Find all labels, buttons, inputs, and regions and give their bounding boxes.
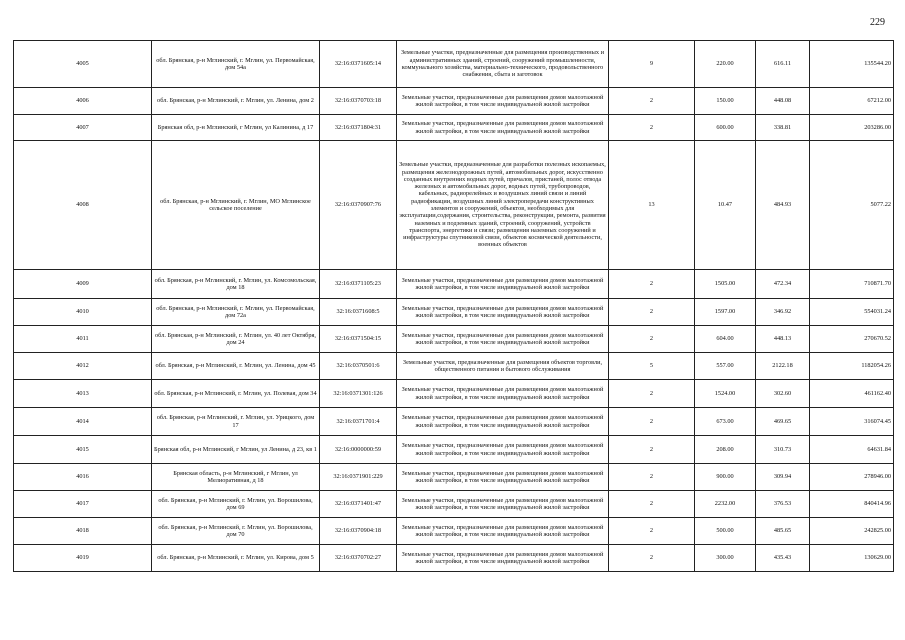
row-cadastral-number: 32:16:0371605:14 bbox=[320, 41, 397, 88]
table-row bbox=[14, 353, 894, 380]
row-cadastral-number: 32:16:0371301:126 bbox=[320, 380, 397, 408]
row-group-code: 2 bbox=[609, 464, 695, 491]
table-row bbox=[14, 380, 894, 408]
row-area: 150.00 bbox=[695, 88, 756, 115]
row-cadastral-number: 32:16:0371901:229 bbox=[320, 464, 397, 491]
row-number: 4014 bbox=[14, 408, 152, 436]
row-cadastral-value: 130629.00 bbox=[810, 545, 894, 572]
row-group-code: 2 bbox=[609, 545, 695, 572]
row-unit-value: 448.08 bbox=[756, 88, 810, 115]
row-land-use: Земельные участки, предназначенные для размещения домов малоэтажной жилой застройки, в том числе индивидуальной жилой застройки bbox=[397, 270, 609, 299]
row-number: 4009 bbox=[14, 270, 152, 299]
table-row bbox=[14, 299, 894, 326]
row-unit-value: 376.53 bbox=[756, 491, 810, 518]
table-row bbox=[14, 545, 894, 572]
row-address: обл. Брянская, р-н Мглинский, г. Мглин, ул. Полевая, дом 34 bbox=[152, 380, 320, 408]
row-area: 220.00 bbox=[695, 41, 756, 88]
row-area: 900.00 bbox=[695, 464, 756, 491]
row-cadastral-number: 32:16:0371504:15 bbox=[320, 326, 397, 353]
row-land-use: Земельные участки, предназначенные для размещения домов малоэтажной жилой застройки, в том числе индивидуальной жилой застройки bbox=[397, 88, 609, 115]
row-unit-value: 2122.18 bbox=[756, 353, 810, 380]
row-cadastral-value: 461162.40 bbox=[810, 380, 894, 408]
row-number: 4008 bbox=[14, 141, 152, 270]
row-cadastral-number: 32:16:0371804:31 bbox=[320, 115, 397, 141]
row-group-code: 9 bbox=[609, 41, 695, 88]
row-cadastral-number: 32:16:0370904:18 bbox=[320, 518, 397, 545]
row-cadastral-number: 32:16:0370703:18 bbox=[320, 88, 397, 115]
row-address: обл. Брянская, р-н Мглинский, г. Мглин, ул. Кирова, дом 5 bbox=[152, 545, 320, 572]
row-group-code: 2 bbox=[609, 299, 695, 326]
row-unit-value: 469.65 bbox=[756, 408, 810, 436]
row-area: 1524.00 bbox=[695, 380, 756, 408]
row-unit-value: 485.65 bbox=[756, 518, 810, 545]
row-area: 10.47 bbox=[695, 141, 756, 270]
row-cadastral-value: 270670.52 bbox=[810, 326, 894, 353]
row-address: обл. Брянская, р-н Мглинский, г. Мглин, МО Мглинское сельское поселение bbox=[152, 141, 320, 270]
row-unit-value: 435.43 bbox=[756, 545, 810, 572]
row-address: обл. Брянская, р-н Мглинский, г. Мглин, ул. Урицкого, дом 17 bbox=[152, 408, 320, 436]
row-address: обл. Брянская, р-н Мглинский, г. Мглин, ул. Комсомольская, дом 18 bbox=[152, 270, 320, 299]
row-land-use: Земельные участки, предназначенные для размещения домов малоэтажной жилой застройки, в том числе индивидуальной жилой застройки bbox=[397, 115, 609, 141]
row-land-use: Земельные участки, предназначенные для размещения домов малоэтажной жилой застройки, в том числе индивидуальной жилой застройки bbox=[397, 518, 609, 545]
row-number: 4015 bbox=[14, 436, 152, 464]
row-address: обл. Брянская, р-н Мглинский, г. Мглин, ул. Ленина, дом 45 bbox=[152, 353, 320, 380]
row-land-use: Земельные участки, предназначенные для размещения домов малоэтажной жилой застройки, в том числе индивидуальной жилой застройки bbox=[397, 491, 609, 518]
row-number: 4007 bbox=[14, 115, 152, 141]
row-area: 1505.00 bbox=[695, 270, 756, 299]
row-area: 1597.00 bbox=[695, 299, 756, 326]
row-unit-value: 448.13 bbox=[756, 326, 810, 353]
row-land-use: Земельные участки, предназначенные для размещения домов малоэтажной жилой застройки, в том числе индивидуальной жилой застройки bbox=[397, 436, 609, 464]
row-group-code: 2 bbox=[609, 408, 695, 436]
row-cadastral-value: 710871.70 bbox=[810, 270, 894, 299]
table-row bbox=[14, 464, 894, 491]
row-land-use: Земельные участки, предназначенные для размещения домов малоэтажной жилой застройки, в том числе индивидуальной жилой застройки bbox=[397, 326, 609, 353]
row-number: 4012 bbox=[14, 353, 152, 380]
row-cadastral-value: 840414.96 bbox=[810, 491, 894, 518]
row-address: обл. Брянская, р-н Мглинский, г. Мглин, ул. Первомайская, дом 54а bbox=[152, 41, 320, 88]
table-row bbox=[14, 41, 894, 88]
row-cadastral-value: 554031.24 bbox=[810, 299, 894, 326]
row-cadastral-value: 5077.22 bbox=[810, 141, 894, 270]
row-area: 300.00 bbox=[695, 545, 756, 572]
row-group-code: 2 bbox=[609, 518, 695, 545]
row-number: 4016 bbox=[14, 464, 152, 491]
row-address: Брянская область, р-н Мглинский, г Мглин, ул Мелиоративная, д 18 bbox=[152, 464, 320, 491]
row-address: Брянская обл, р-н Мглинский, г Мглин, ул Калинина, д 17 bbox=[152, 115, 320, 141]
row-cadastral-value: 316074.45 bbox=[810, 408, 894, 436]
row-address: Брянская обл, р-н Мглинский, г Мглин, ул Ленина, д 23, кв 1 bbox=[152, 436, 320, 464]
cadastral-valuation-table bbox=[13, 40, 894, 572]
table-row bbox=[14, 518, 894, 545]
row-land-use: Земельные участки, предназначенные для размещения домов малоэтажной жилой застройки, в том числе индивидуальной жилой застройки bbox=[397, 380, 609, 408]
row-area: 208.00 bbox=[695, 436, 756, 464]
row-address: обл. Брянская, р-н Мглинский, г. Мглин, ул. Ворошилова, дом 70 bbox=[152, 518, 320, 545]
row-address: обл. Брянская, р-н Мглинский, г. Мглин, ул. Ворошилова, дом 69 bbox=[152, 491, 320, 518]
table-row bbox=[14, 326, 894, 353]
row-number: 4010 bbox=[14, 299, 152, 326]
row-land-use: Земельные участки, предназначенные для размещения производственных и административных зданий, строений, сооружений промышленности, коммунального хозяйства, материально-технического, продовольственного снабжения, сбыта и заготовок bbox=[397, 41, 609, 88]
row-cadastral-number: 32:16:0371608:5 bbox=[320, 299, 397, 326]
row-number: 4019 bbox=[14, 545, 152, 572]
row-number: 4013 bbox=[14, 380, 152, 408]
row-area: 557.00 bbox=[695, 353, 756, 380]
row-address: обл. Брянская, р-н Мглинский, г. Мглин, ул. Ленина, дом 2 bbox=[152, 88, 320, 115]
row-cadastral-value: 278946.00 bbox=[810, 464, 894, 491]
table-row bbox=[14, 491, 894, 518]
table-row bbox=[14, 141, 894, 270]
row-unit-value: 484.93 bbox=[756, 141, 810, 270]
row-number: 4017 bbox=[14, 491, 152, 518]
row-area: 600.00 bbox=[695, 115, 756, 141]
row-cadastral-value: 203286.00 bbox=[810, 115, 894, 141]
page-number: 229 bbox=[870, 17, 885, 28]
row-area: 2232.00 bbox=[695, 491, 756, 518]
row-area: 673.00 bbox=[695, 408, 756, 436]
row-area: 500.00 bbox=[695, 518, 756, 545]
row-group-code: 2 bbox=[609, 380, 695, 408]
row-group-code: 13 bbox=[609, 141, 695, 270]
table-row bbox=[14, 436, 894, 464]
table-row bbox=[14, 408, 894, 436]
row-number: 4018 bbox=[14, 518, 152, 545]
row-land-use: Земельные участки, предназначенные для размещения домов малоэтажной жилой застройки, в том числе индивидуальной жилой застройки bbox=[397, 408, 609, 436]
row-land-use: Земельные участки, предназначенные для размещения домов малоэтажной жилой застройки, в том числе индивидуальной жилой застройки bbox=[397, 545, 609, 572]
row-group-code: 2 bbox=[609, 491, 695, 518]
row-cadastral-value: 135544.20 bbox=[810, 41, 894, 88]
table-row bbox=[14, 88, 894, 115]
row-group-code: 2 bbox=[609, 326, 695, 353]
row-number: 4005 bbox=[14, 41, 152, 88]
row-cadastral-number: 32:16:0371105:23 bbox=[320, 270, 397, 299]
row-land-use: Земельные участки, предназначенные для размещения домов малоэтажной жилой застройки, в том числе индивидуальной жилой застройки bbox=[397, 464, 609, 491]
row-land-use: Земельные участки, предназначенные для размещения объектов торговли, общественного питания и бытового обслуживания bbox=[397, 353, 609, 380]
row-unit-value: 310.73 bbox=[756, 436, 810, 464]
row-unit-value: 472.34 bbox=[756, 270, 810, 299]
row-area: 604.00 bbox=[695, 326, 756, 353]
row-unit-value: 346.92 bbox=[756, 299, 810, 326]
row-cadastral-number: 32:16:0371401:47 bbox=[320, 491, 397, 518]
row-group-code: 2 bbox=[609, 270, 695, 299]
row-cadastral-value: 64631.84 bbox=[810, 436, 894, 464]
row-group-code: 2 bbox=[609, 115, 695, 141]
row-cadastral-value: 1182054.26 bbox=[810, 353, 894, 380]
row-group-code: 5 bbox=[609, 353, 695, 380]
row-cadastral-number: 32:16:0000000:59 bbox=[320, 436, 397, 464]
row-address: обл. Брянская, р-н Мглинский, г. Мглин, ул. Первомайская, дом 72а bbox=[152, 299, 320, 326]
row-number: 4006 bbox=[14, 88, 152, 115]
table-row bbox=[14, 270, 894, 299]
row-unit-value: 616.11 bbox=[756, 41, 810, 88]
row-cadastral-number: 32:16:0370907:76 bbox=[320, 141, 397, 270]
row-cadastral-value: 67212.00 bbox=[810, 88, 894, 115]
row-cadastral-number: 32:16:0370501:6 bbox=[320, 353, 397, 380]
row-land-use: Земельные участки, предназначенные для разработки полезных ископаемых, размещения железнодорожных путей, автомобильных дорог, искусственно созданных внутренних водных путей, причалов, пристаней, полос отвода железных и автомобильных дорог, водных путей, трубопроводов, кабельных, радиорелейных и воздушных линий связи и линий радиофикации, воздушных линий электропередачи конструктивных элементов и сооружений, объектов, необходимых для эксплуатации,содержания, строительства, реконструкции, ремонта, развития наземных и подземных зданий, строений, сооружений, устройств транспорта, энергетики и связи; размещения наземных сооружений и инфраструктуры спутниковой связи, объектов космической деятельности, военных объектов bbox=[397, 141, 609, 270]
row-number: 4011 bbox=[14, 326, 152, 353]
row-cadastral-value: 242825.00 bbox=[810, 518, 894, 545]
row-unit-value: 309.94 bbox=[756, 464, 810, 491]
row-land-use: Земельные участки, предназначенные для размещения домов малоэтажной жилой застройки, в том числе индивидуальной жилой застройки bbox=[397, 299, 609, 326]
table-row bbox=[14, 115, 894, 141]
row-unit-value: 302.60 bbox=[756, 380, 810, 408]
row-group-code: 2 bbox=[609, 88, 695, 115]
row-address: обл. Брянская, р-н Мглинский, г. Мглин, ул. 40 лет Октября, дом 24 bbox=[152, 326, 320, 353]
row-cadastral-number: 32:16:0371701:4 bbox=[320, 408, 397, 436]
row-group-code: 2 bbox=[609, 436, 695, 464]
row-unit-value: 338.81 bbox=[756, 115, 810, 141]
row-cadastral-number: 32:16:0370702:27 bbox=[320, 545, 397, 572]
